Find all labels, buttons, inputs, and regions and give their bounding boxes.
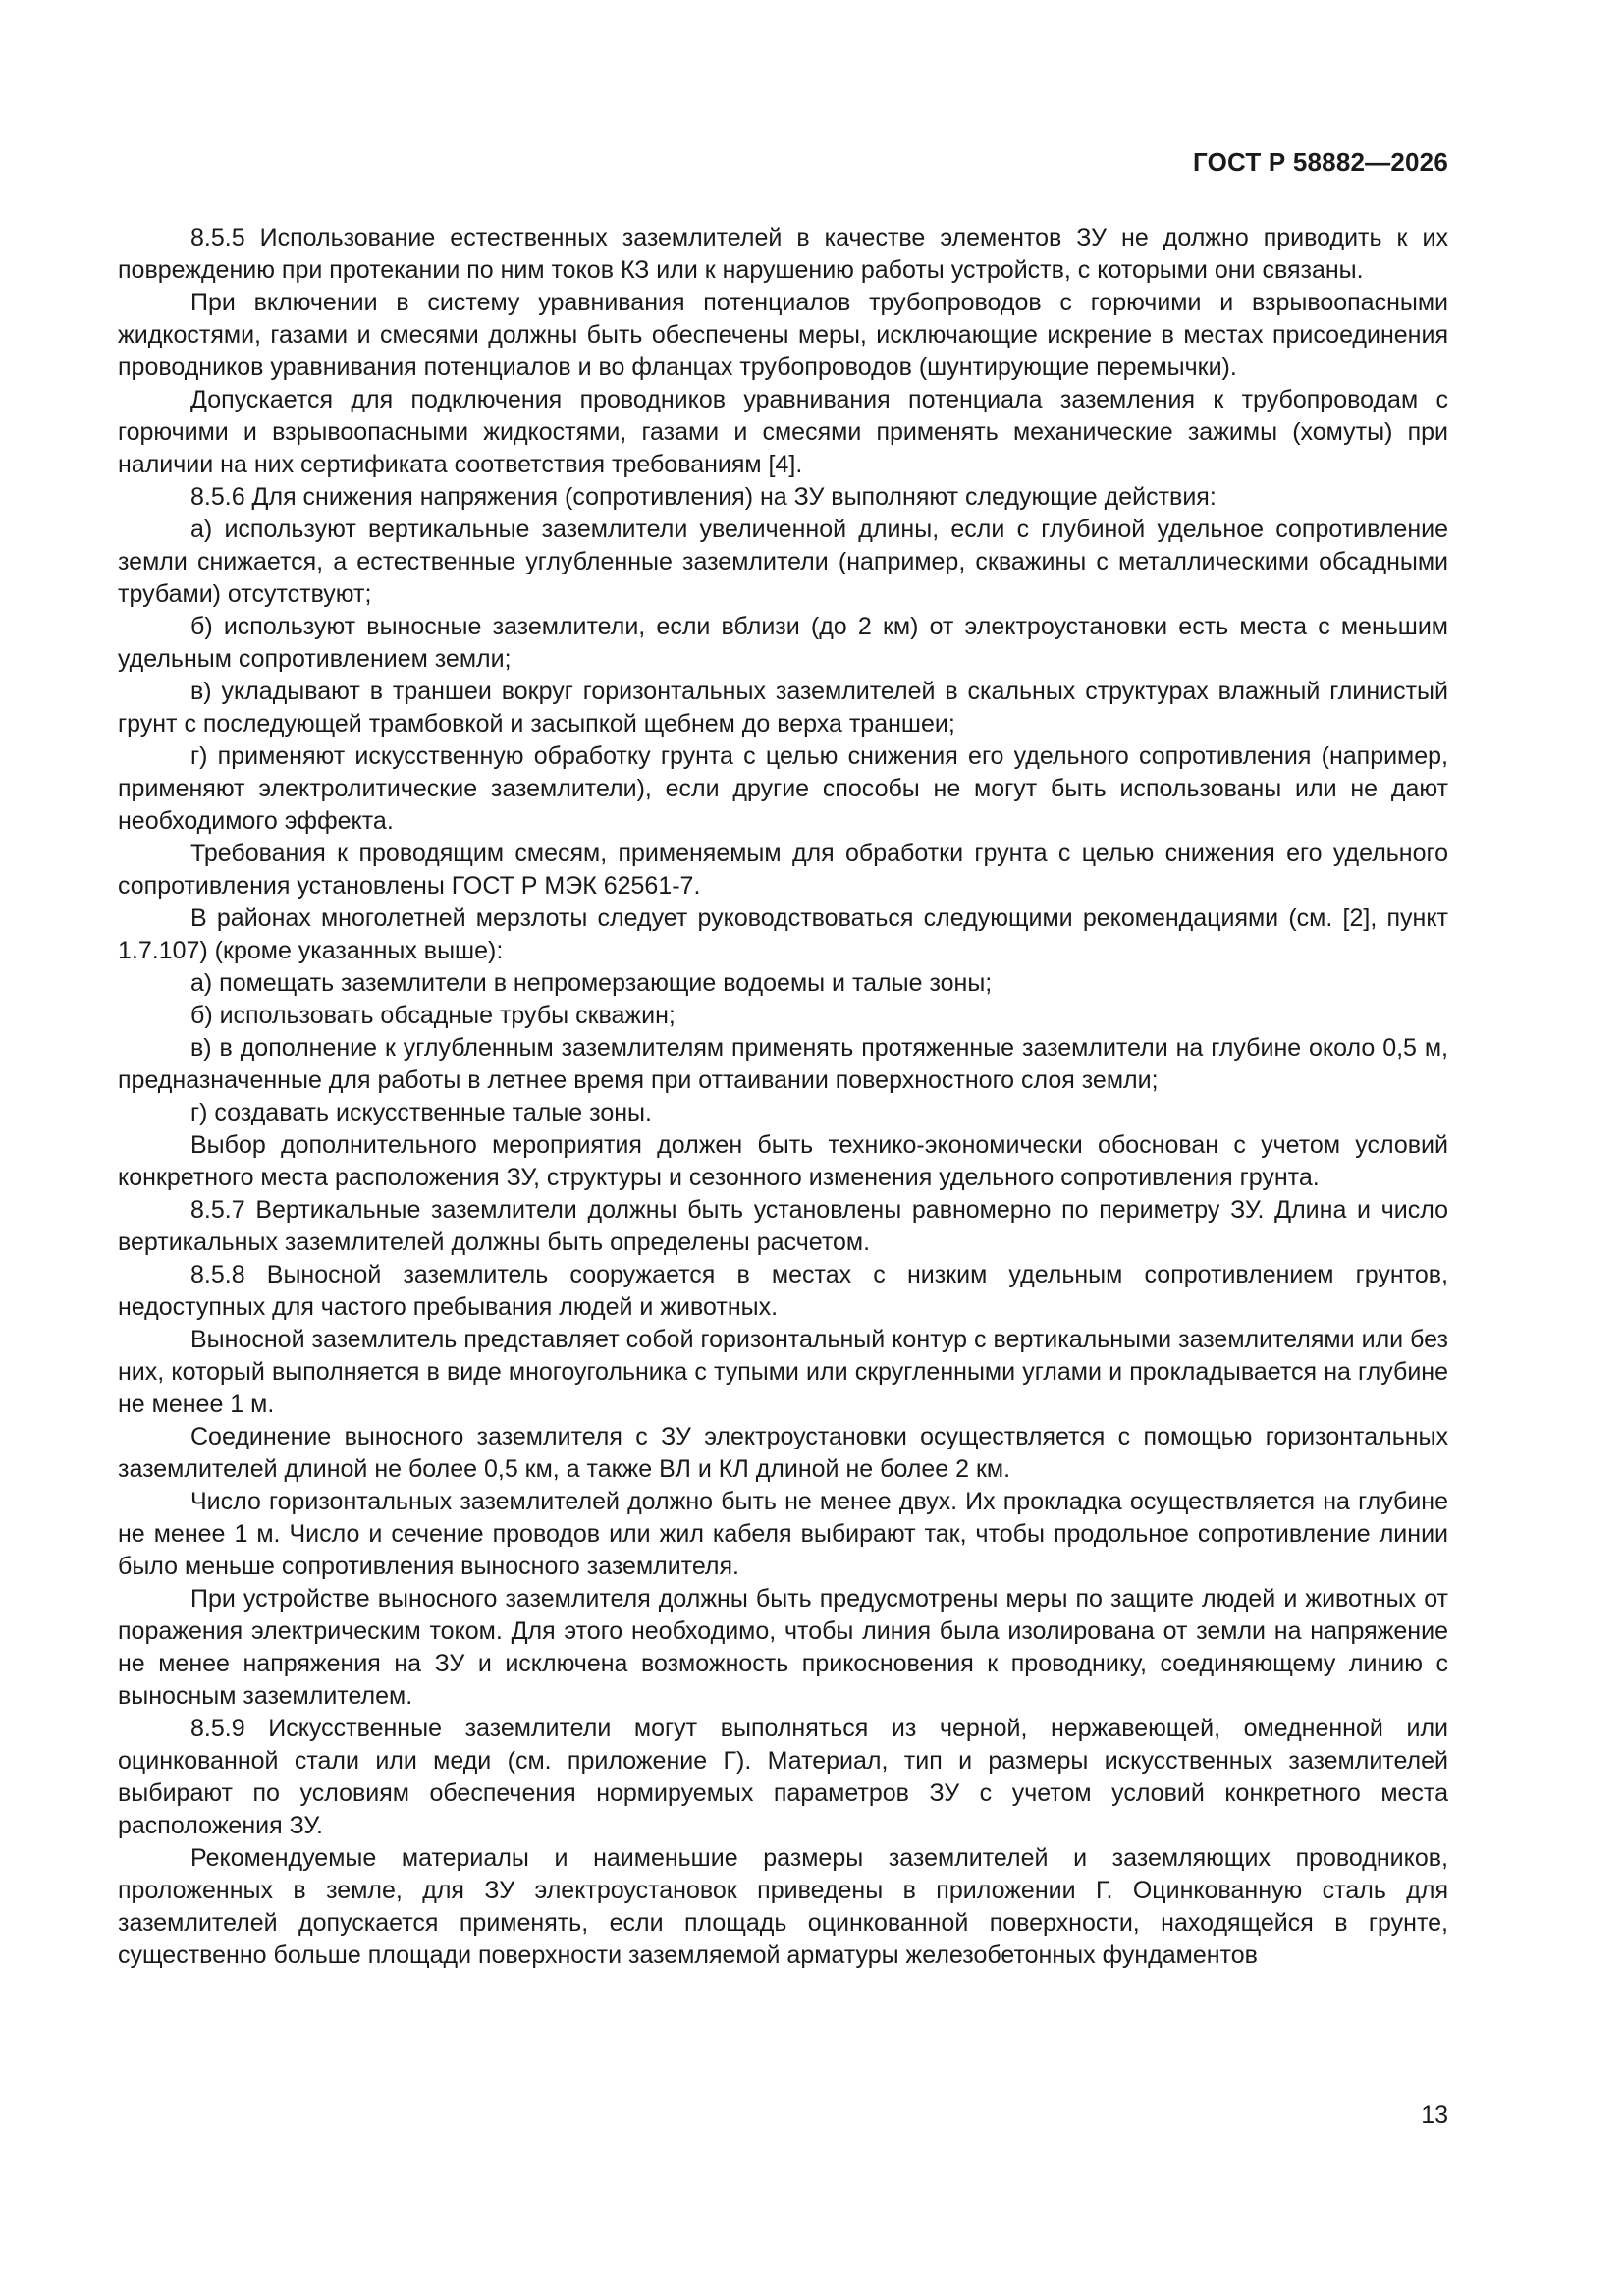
document-body [118,222,1448,1972]
paragraph: При устройстве выносного заземлителя должны быть предусмотрены меры по защите людей и животных от поражения электрическим током. Для этого необходимо, чтобы линия была изолирована от земли на напряжение не менее напряжения на ЗУ и исключена возможность прикосновения к проводнику, соединяющему линию с выносным заземлителем. [118,1585,1448,1710]
page-number: 13 [1421,2102,1448,2129]
paragraph: 8.5.9 Искусственные заземлители могут выполняться из черной, нержавеющей, омедненной или оцинкованной стали или меди (см. приложение Г). Материал, тип и размеры искусственных заземлителей выбирают по условиям обеспечения нормируемых параметров ЗУ с учетом условий конкретного места расположения ЗУ. [118,1715,1448,1839]
paragraph: Соединение выносного заземлителя с ЗУ электроустановки осуществляется с помощью горизонтальных заземлителей длиной не более 0,5 км, а также ВЛ и КЛ длиной не более 2 км. [118,1423,1448,1483]
paragraph: Выносной заземлитель представляет собой горизонтальный контур с вертикальными заземлителями или без них, который выполняется в виде многоугольника с тупыми или скругленными углами и прокладывается на глубине не менее 1 м. [118,1326,1448,1418]
paragraph: а) помещать заземлители в непромерзающие водоемы и талые зоны; [190,969,993,997]
document-code-header: ГОСТ Р 58882—2026 [1193,147,1448,177]
paragraph: г) создавать искусственные талые зоны. [190,1099,652,1126]
paragraph: а) используют вертикальные заземлители увеличенной длины, если с глубиной удельное сопротивление земли снижается, а естественные углубленные заземлители (например, скважины с металлическими обсадными трубами) отсутствуют; [118,516,1448,608]
paragraph: Выбор дополнительного мероприятия должен быть технико-экономически обоснован с учетом условий конкретного места расположения ЗУ, структуры и сезонного изменения удельного сопротивления грунта. [118,1131,1448,1191]
paragraph: При включении в систему уравнивания потенциалов трубопроводов с горючими и взрывоопасными жидкостями, газами и смесями должны быть обеспечены меры, исключающие искрение в местах присоединения проводников уравнивания потенциалов и во фланцах трубопроводов (шунтирующие перемычки). [118,289,1448,381]
paragraph: Рекомендуемые материалы и наименьшие размеры заземлителей и заземляющих проводников, проложенных в земле, для ЗУ электроустановок приведены в приложении Г. Оцинкованную сталь для заземлителей допускается применять, если площадь оцинкованной поверхности, находящейся в грунте, существенно больше площади поверхности заземляемой арматуры железобетонных фундаментов [118,1844,1448,1969]
paragraph: В районах многолетней мерзлоты следует руководствоваться следующими рекомендациями (см. [2], пункт 1.7.107) (кроме указанных выше): [118,904,1448,964]
paragraph: 8.5.8 Выносной заземлитель сооружается в местах с низким удельным сопротивлением грунтов, недоступных для частого пребывания людей и животных. [118,1261,1448,1321]
paragraph: Требования к проводящим смесям, применяемым для обработки грунта с целью снижения его удельного сопротивления установлены ГОСТ Р МЭК 62561-7. [118,840,1448,900]
paragraph: г) применяют искусственную обработку грунта с целью снижения его удельного сопротивления (например, применяют электролитические заземлители), если другие способы не могут быть использованы или не дают необходимого эффекта. [118,742,1448,835]
paragraph: в) укладывают в траншеи вокруг горизонтальных заземлителей в скальных структурах влажный глинистый грунт с последующей трамбовкой и засыпкой щебнем до верха траншеи; [118,678,1448,738]
paragraph: Допускается для подключения проводников уравнивания потенциала заземления к трубопроводам с горючими и взрывоопасными жидкостями, газами и смесями применять механические зажимы (хомуты) при наличии на них сертификата соответствия требованиям [4]. [118,386,1448,478]
paragraph: в) в дополнение к углубленным заземлителям применять протяженные заземлители на глубине около 0,5 м, предназначенные для работы в летнее время при оттаивании поверхностного слоя земли; [118,1034,1448,1094]
paragraph: 8.5.5 Использование естественных заземлителей в качестве элементов ЗУ не должно приводить к их повреждению при протекании по ним токов КЗ или к нарушению работы устройств, с которыми они связаны. [118,224,1448,284]
paragraph: 8.5.7 Вертикальные заземлители должны быть установлены равномерно по периметру ЗУ. Длина и число вертикальных заземлителей должны быть определены расчетом. [118,1196,1448,1256]
paragraph: б) использовать обсадные трубы скважин; [190,1002,676,1029]
paragraph: Число горизонтальных заземлителей должно быть не менее двух. Их прокладка осуществляется на глубине не менее 1 м. Число и сечение проводов или жил кабеля выбирают так, чтобы продольное сопротивление линии было меньше сопротивления выносного заземлителя. [118,1488,1448,1580]
paragraph: 8.5.6 Для снижения напряжения (сопротивления) на ЗУ выполняют следующие действия: [190,483,1217,511]
paragraph: б) используют выносные заземлители, если вблизи (до 2 км) от электроустановки есть места с меньшим удельным сопротивлением земли; [118,613,1448,673]
